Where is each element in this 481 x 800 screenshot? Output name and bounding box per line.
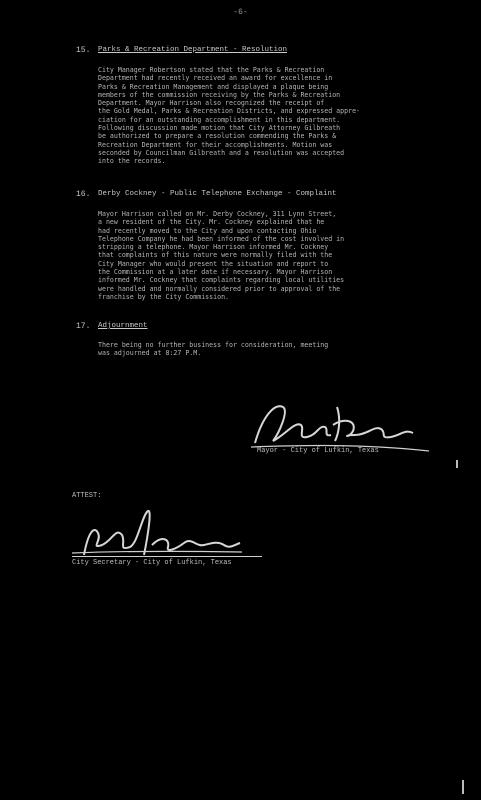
scan-edge-mark-bottom [462,780,464,794]
item-body-parks-recreation: City Manager Robertson stated that the Parks & Recreation Department had recently received an award for excellence in Parks & Recreation Management and displayed a plaque being members of the commission receiving by the Parks & Recreation Department. Mayor Harrison also recognized the receipt of the Gold Medal, Parks & Recreation Districts, and expressed appre- ciation for an outstanding accomplishment in this department. Following discussion made motion that City Attorney Gilbreath be authorized to prepare a resolution commending the Parks & Recreation Department for their accomplishments. Motion was seconded by Councilman Gilbreath and a resolution was accepted into the records. [98,66,361,166]
item-heading-adjournment: Adjournment [98,322,148,330]
item-heading-telephone-complaint: Derby Cockney - Public Telephone Exchange - Complaint [98,190,337,198]
item-number-17: 17. [76,322,91,331]
item-body-adjournment: There being no further business for consideration, meeting was adjourned at 8:27 P.M. [98,341,329,358]
item-heading-parks-recreation: Parks & Recreation Department - Resolution [98,46,288,54]
item-body-telephone-complaint: Mayor Harrison called on Mr. Derby Cockney, 311 Lynn Street, a new resident of the City. Mr. Cockney explained that he had recently moved to the City and upon contacting Ohio Telephone Company he had been informed of the cost involved in stripping a telephone. Mayor Harrison informed Mr. Cockney that complaints of this nature were normally filed with the City Manager who would present the situation and report to the Commission at a later date if necessary. Mayor Harrison informed Mr. Cockney that complaints regarding local utilities were handled and normally considered prior to approval of the franchise by the City Commission. [98,210,345,301]
item-number-16: 16. [76,190,91,199]
mayor-signature [245,395,435,455]
attest-label: ATTEST: [72,492,102,500]
scan-edge-mark [456,460,458,468]
clerk-signature-line [72,556,262,557]
clerk-signature-caption: City Secretary - City of Lufkin, Texas [72,559,232,567]
item-number-15: 15. [76,46,91,55]
page-number: -6- [233,8,248,17]
mayor-signature-caption: Mayor - City of Lufkin, Texas [257,447,379,455]
